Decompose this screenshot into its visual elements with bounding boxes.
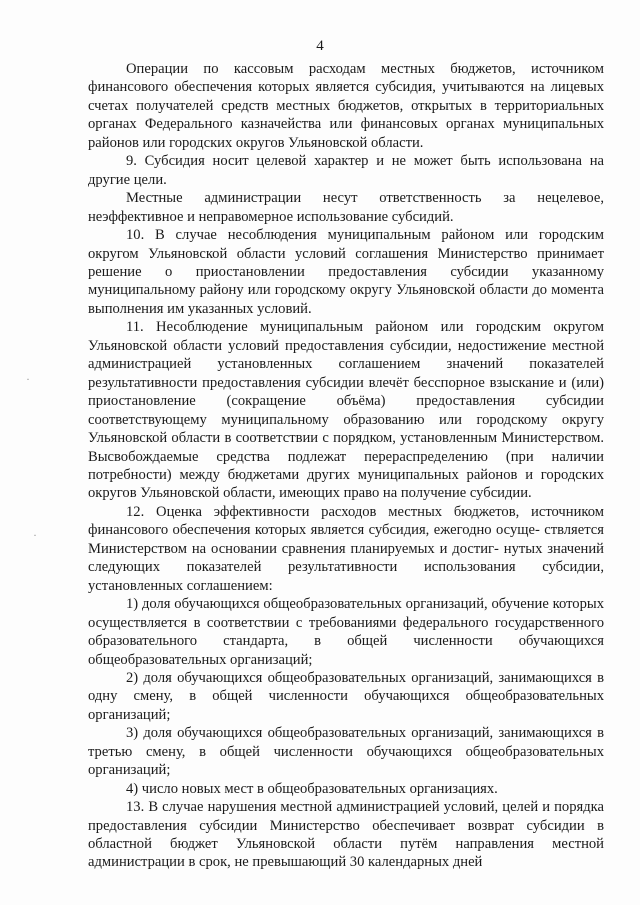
paragraph-treasury-accounts: Операции по кассовым расходам местных бюджетов, источником финансового обеспечения которых является субсидия, учитываются на лицевых счетах получателей средств местных бюджетов, открытых в территориальных органах Федерального казначейства или финансовых органах муниципальных районов или городских округов Ульяновской области. <box>88 61 604 151</box>
list-item-1: 1) доля обучающихся общеобразовательных организаций, обучение которых осуществляется в соответствии с требованиями федерального государственного образовательного стандарта, в общей численности обучающихся общеобразовательных организаций; <box>88 596 604 668</box>
paragraph-13: 13. В случае нарушения местной администрацией условий, целей и порядка предоставления субсидии Министерство обеспечивает возврат субсидии в областной бюджет Ульяновской области путём направления местной администрации в срок, не превышающий 30 календарных дней <box>88 799 604 871</box>
paragraph-9: 9. Субсидия носит целевой характер и не может быть использована на другие цели. <box>88 153 604 188</box>
list-item-3: 3) доля обучающихся общеобразовательных организаций, занимающихся в третью смену, в общей численности обучающихся общеобразовательных организаций; <box>88 725 604 779</box>
paragraph-10: 10. В случае несоблюдения муниципальным районом или городским округом Ульяновской области условий соглашения Министерство принимает решение о приостановлении предоставления субсидии указанному муниципальному району или городскому округу Ульяновской области до момента выполнения им указанных условий. <box>88 227 604 317</box>
scan-speck: · <box>33 528 37 542</box>
paragraph-responsibility: Местные администрации несут ответственность за нецелевое, неэффективное и неправомерное использование субсидий. <box>88 190 604 225</box>
list-item-2: 2) доля обучающихся общеобразовательных организаций, занимающихся в одну смену, в общей численности обучающихся общеобразовательных организаций; <box>88 669 604 723</box>
page-number: 4 <box>316 38 324 54</box>
paragraph-11: 11. Несоблюдение муниципальным районом или городским округом Ульяновской области условий предоставления субсидии, недостижение местной администрацией установленных соглашением значений показателей результативности предоставления субсидии влечёт бесспорное взыскание и (или) приостановление (сокращение объёма) предоставления субсидии соответствующему муниципальному образованию или городскому округу Ульяновской области в соответствии с порядком, установленным Министерством. Высвобождаемые средства подлежат перераспределению (при наличии потребности) между бюджетами других муниципальных районов и городских округов Ульяновской области, имеющих право на получение субсидии. <box>88 319 604 502</box>
scan-speck: · <box>26 372 30 386</box>
paragraph-12: 12. Оценка эффективности расходов местных бюджетов, источником финансового обеспечения которых является субсидия, ежегодно осуще- ствляется Министерством на основании сравнения планируемых и достиг- нутых значений следующих показателей результативности использования субсидии, установленных соглашением: <box>88 503 604 594</box>
document-body <box>88 60 604 872</box>
list-item-4: 4) число новых мест в общеобразовательных организациях. <box>126 780 498 797</box>
